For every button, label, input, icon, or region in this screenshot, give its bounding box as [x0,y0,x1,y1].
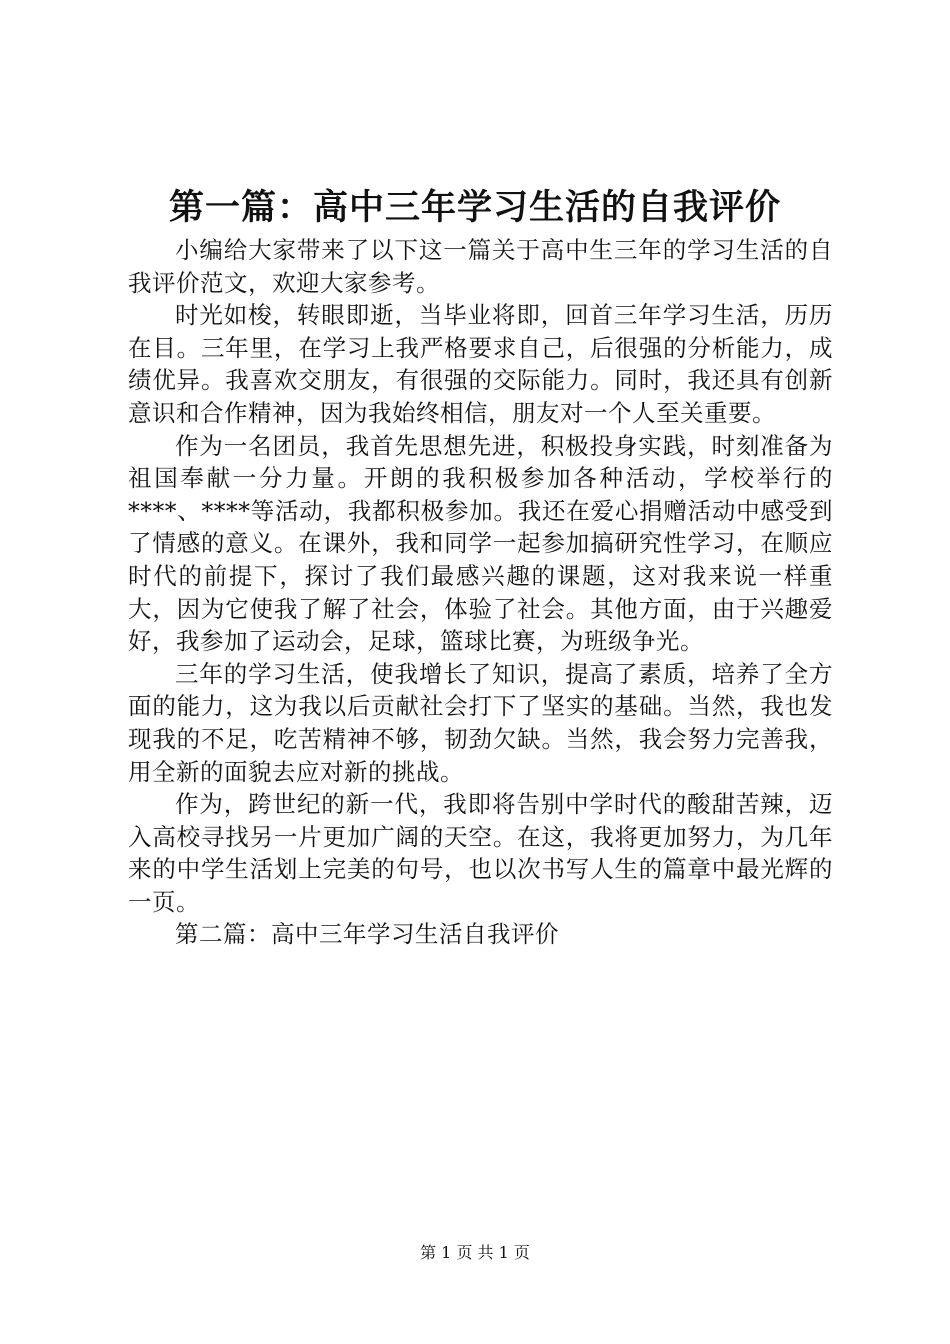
paragraph-future: 作为，跨世纪的新一代，我即将告别中学时代的酸甜苦辣，迈入高校寻找另一片更加广阔的天空。在这，我将更加努力，为几年来的中学生活划上完美的句号，也以次书写人生的篇章中最光辉的一页。 [128,790,833,916]
paragraph-growth: 三年的学习生活，使我增长了知识，提高了素质，培养了全方面的能力，这为我以后贡献社会打下了坚实的基础。当然，我也发现我的不足，吃苦精神不够，韧劲欠缺。当然，我会努力完善我，用全新的面貌去应对新的挑战。 [128,659,833,786]
paragraph-time: 时光如梭，转眼即逝，当毕业将即，回首三年学习生活，历历在目。三年里，在学习上我严格要求自己，后很强的分析能力，成绩优异。我喜欢交朋友，有很强的交际能力。同时，我还具有创新意识和合作精神，因为我始终相信，朋友对一个人至关重要。 [128,301,833,427]
document-body [128,234,833,951]
page-footer: 第 1 页 共 1 页 [420,1243,530,1262]
page-title: 第一篇：高中三年学习生活的自我评价 [168,188,781,228]
paragraph-intro: 小编给大家带来了以下这一篇关于高中生三年的学习生活的自我评价范文，欢迎大家参考。 [128,236,833,297]
paragraph-second-title: 第二篇：高中三年学习生活自我评价 [175,920,559,949]
paragraph-member: 作为一名团员，我首先思想先进，积极投身实践，时刻准备为祖国奉献一分力量。开朗的我积极参加各种活动，学校举行的****、****等活动，我都积极参加。我还在爱心捐赠活动中感受到了情感的意义。在课外，我和同学一起参加搞研究性学习，在顺应时代的前提下，探讨了我们最感兴趣的课题，这对我来说一样重大，因为它使我了解了社会，体验了社会。其他方面，由于兴趣爱好，我参加了运动会，足球，篮球比赛，为班级争光。 [128,431,833,656]
